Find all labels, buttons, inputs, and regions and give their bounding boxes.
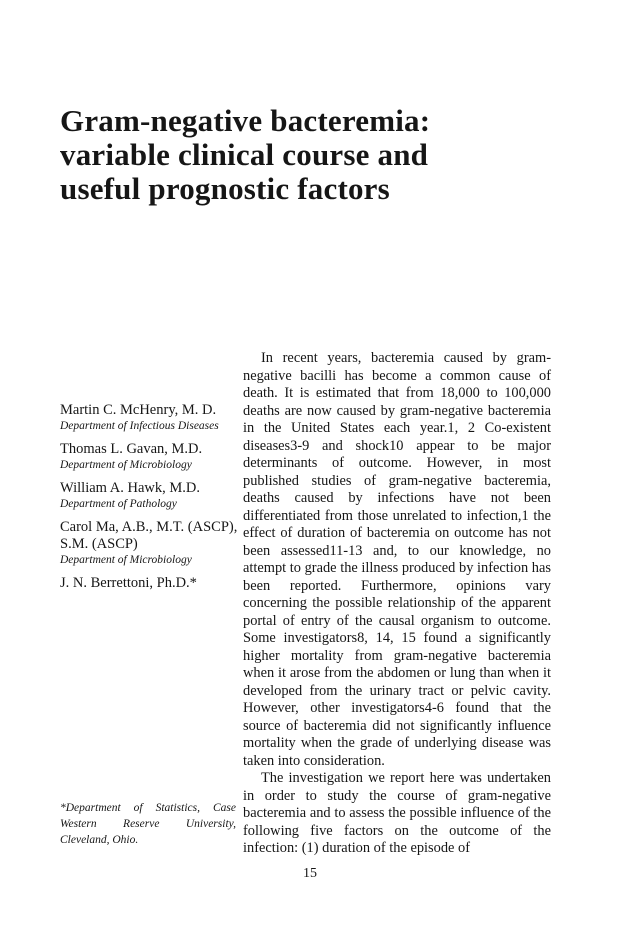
author-entry — [60, 402, 240, 434]
author-name: Martin C. McHenry, M. D. — [60, 402, 217, 418]
article-title — [60, 104, 580, 206]
author-entry — [60, 575, 240, 592]
title-line: variable clinical course and — [60, 137, 429, 172]
author-department: Department of Infectious Diseases — [60, 420, 219, 432]
author-name: William A. Hawk, M.D. — [60, 480, 200, 496]
author-entry — [60, 519, 240, 568]
author-name: Carol Ma, A.B., M.T. (ASCP), — [60, 519, 238, 535]
author-name: J. N. Berrettoni, Ph.D.* — [60, 575, 197, 591]
title-line: Gram-negative bacteremia: — [60, 103, 431, 138]
author-department: Department of Microbiology — [60, 554, 192, 566]
author-department: Department of Microbiology — [60, 459, 192, 471]
body-paragraph: In recent years, bacteremia caused by gram-negative bacilli has become a common cause of death. It is estimated that from 18,000 to 100,000 deaths are now caused by gram-negative bacteremia in the United States each year.1, 2 Co-existent diseases3-9 and shock10 appear to be major determinants of outcome. However, in most published studies of gram-negative bacteremia, deaths caused by infections have not been differentiated from those unrelated to infection,1 the effect of duration of bacteremia on outcome has not been assessed11-13 and, to our knowledge, no attempt to grade the illness produced by infection has been reported. Furthermore, opinions vary concerning the possible relationship of the apparent portal of entry of the causal organism to outcome. Some investigators8, 14, 15 found a significantly higher mortality from gram-negative bacteremia when it arose from the abdomen or lung than when it developed from the urinary tract or pelvic cavity. However, other investigators4-6 found that the source of bacteremia did not significantly influence mortality when the grade of underlying disease was taken into consideration. — [243, 350, 551, 769]
author-list — [60, 402, 240, 599]
body-paragraph: The investigation we report here was undertaken in order to study the course of gram-negative bacteremia and to assess the possible influence of the following five factors on the outcome of the infection: (1) duration of the episode of — [243, 770, 551, 856]
author-footnote: *Department of Statistics, Case Western Reserve University, Cleveland, Ohio. — [60, 802, 236, 846]
title-line: useful prognostic factors — [60, 171, 390, 206]
page-number: 15 — [303, 866, 317, 881]
article-body — [243, 350, 551, 858]
author-name-continued: S.M. (ASCP) — [60, 536, 138, 552]
author-entry — [60, 480, 240, 512]
author-department: Department of Pathology — [60, 498, 177, 510]
author-entry — [60, 441, 240, 473]
author-name: Thomas L. Gavan, M.D. — [60, 441, 203, 457]
